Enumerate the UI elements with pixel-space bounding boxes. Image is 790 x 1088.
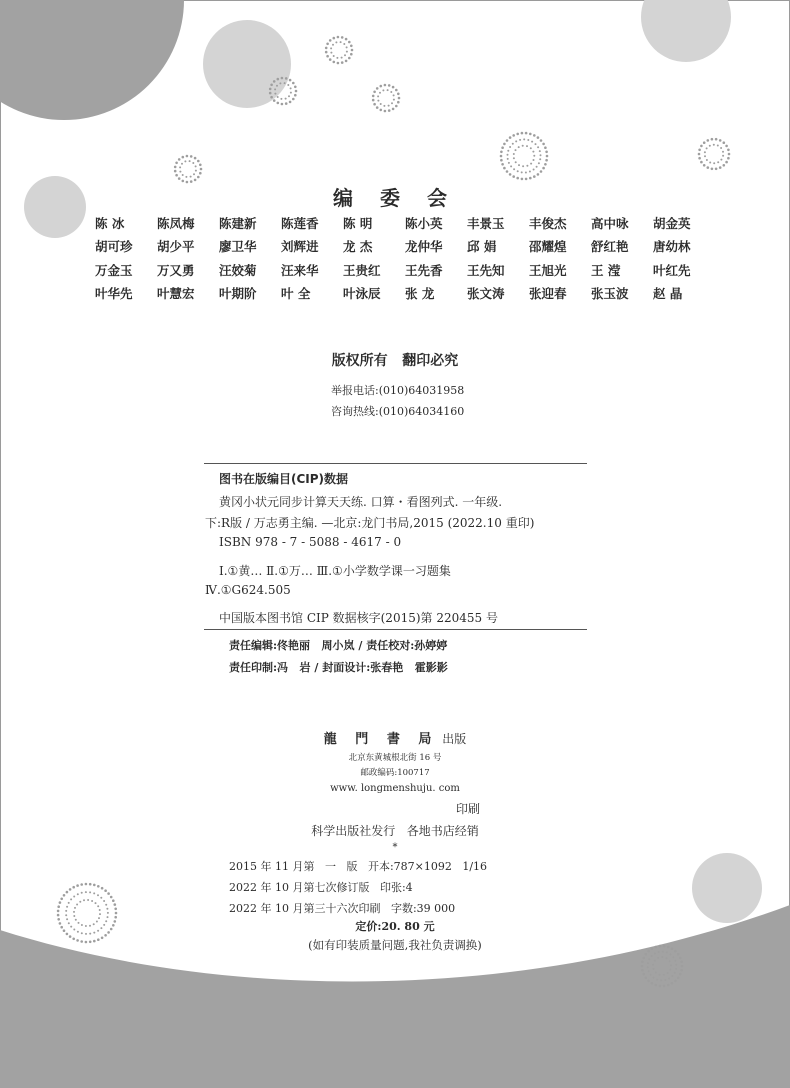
member-name: 胡少平 xyxy=(157,239,195,255)
copyright-notice: 版权所有 翻印必究 xyxy=(331,353,459,369)
member-name: 张迎春 xyxy=(529,286,567,302)
editorial-board-names xyxy=(95,214,705,308)
top-right-circle xyxy=(641,0,731,62)
member-name: 陈凤梅 xyxy=(157,216,195,231)
cip-title-line-1: 黄冈小状元同步计算天天练. 口算・看图列式. 一年级. xyxy=(219,495,503,509)
member-name: 邱 娟 xyxy=(467,239,497,255)
publisher-address: 北京东黄城根北街 16 号 xyxy=(348,753,442,763)
member-name: 丰俊杰 xyxy=(529,216,567,231)
top-middle-circle xyxy=(203,20,291,108)
member-name: 王贵红 xyxy=(343,262,381,278)
names-row xyxy=(95,261,705,284)
member-name: 叶期阶 xyxy=(219,286,257,302)
member-name: 赵 晶 xyxy=(653,286,683,302)
member-name: 叶慧宏 xyxy=(157,286,195,302)
member-name: 胡金英 xyxy=(653,216,691,231)
cip-title-line-2: 下:R版 / 万志勇主编. —北京:龙门书局,2015 (2022.10 重印) xyxy=(205,516,535,530)
publisher-line xyxy=(0,728,790,747)
names-row xyxy=(95,284,705,307)
separator-star: * xyxy=(392,842,398,853)
dotted-ring xyxy=(174,155,202,184)
publisher-postcode: 邮政编码:100717 xyxy=(360,768,430,778)
top-left-large-circle xyxy=(0,0,184,120)
report-phone: 举报电话:(010)64031958 xyxy=(331,384,465,397)
cip-heading: 图书在版编目(CIP)数据 xyxy=(219,472,349,486)
cip-approval-number: 中国版本图书馆 CIP 数据核字(2015)第 220455 号 xyxy=(219,611,498,625)
member-name: 龙 杰 xyxy=(343,239,373,255)
editorial-board-title: 编 委 会 xyxy=(333,186,457,210)
member-name: 张玉波 xyxy=(591,286,629,302)
member-name: 张文涛 xyxy=(467,286,505,302)
member-name: 龙仲华 xyxy=(405,239,443,255)
cip-top-rule xyxy=(204,463,587,464)
member-name: 唐幼林 xyxy=(653,239,691,255)
member-name: 陈建新 xyxy=(219,216,257,231)
member-name: 舒红艳 xyxy=(591,239,629,255)
member-name: 陈 冰 xyxy=(95,216,125,231)
cip-classification-1: Ⅰ.①黄… Ⅱ.①万… Ⅲ.①小学数学课一习题集 xyxy=(219,564,451,578)
distribution-line: 科学出版社发行 各地书店经销 xyxy=(311,824,479,838)
member-name: 张 龙 xyxy=(405,286,435,302)
dotted-ring xyxy=(372,84,400,113)
names-row xyxy=(95,237,705,260)
member-name: 陈莲香 xyxy=(281,216,319,231)
right-lower-circle xyxy=(692,853,762,923)
member-name: 王 滢 xyxy=(591,262,621,278)
member-name: 汪姣菊 xyxy=(219,262,257,278)
member-name: 王先香 xyxy=(405,262,443,278)
member-name: 叶华先 xyxy=(95,286,133,302)
dotted-ring xyxy=(57,883,117,944)
member-name: 廖卫华 xyxy=(219,239,257,255)
member-name: 陈小英 xyxy=(405,216,443,231)
member-name: 叶红先 xyxy=(653,262,691,278)
member-name: 叶 全 xyxy=(281,286,311,302)
member-name: 刘辉进 xyxy=(281,239,319,255)
edition-line-1: 2015 年 11 月第 一 版 开本:787×1092 1/16 xyxy=(229,860,488,873)
cip-classification-2: Ⅳ.①G624.505 xyxy=(205,583,291,597)
dotted-ring xyxy=(500,132,549,180)
member-name: 万又勇 xyxy=(157,262,195,278)
editor-credits-1: 责任编辑:佟艳丽 周小岚 / 责任校对:孙婷婷 xyxy=(229,639,448,652)
dotted-ring xyxy=(325,36,353,65)
member-name: 王旭光 xyxy=(529,262,567,278)
member-name: 丰景玉 xyxy=(467,216,505,231)
member-name: 汪来华 xyxy=(281,262,319,278)
member-name: 邵耀煌 xyxy=(529,239,567,255)
edition-line-2: 2022 年 10 月第七次修订版 印张:4 xyxy=(229,881,413,894)
print-label: 印刷 xyxy=(456,802,481,816)
inquiry-phone: 咨询热线:(010)64034160 xyxy=(331,405,465,418)
editor-credits-2: 责任印制:冯 岩 / 封面设计:张春艳 霍影影 xyxy=(229,661,448,674)
member-name: 叶泳辰 xyxy=(343,286,381,302)
member-name: 万金玉 xyxy=(95,262,133,278)
dotted-ring xyxy=(698,138,731,170)
names-row xyxy=(95,214,705,237)
cip-isbn: ISBN 978 - 7 - 5088 - 4617 - 0 xyxy=(219,535,402,549)
member-name: 胡可珍 xyxy=(95,239,133,255)
member-name: 王先知 xyxy=(467,262,505,278)
cip-bottom-rule xyxy=(204,629,587,630)
quality-note: (如有印装质量问题,我社负责调换) xyxy=(308,938,482,952)
publisher-logo: 龍 門 書 局 xyxy=(323,732,439,747)
edition-line-3: 2022 年 10 月第三十六次印刷 字数:39 000 xyxy=(229,902,456,915)
member-name: 陈 明 xyxy=(343,216,373,231)
publisher-website: www. longmenshuju. com xyxy=(330,783,460,794)
member-name: 高中咏 xyxy=(591,216,629,231)
publish-label: 出版 xyxy=(442,732,467,746)
price: 定价:20. 80 元 xyxy=(355,920,435,933)
